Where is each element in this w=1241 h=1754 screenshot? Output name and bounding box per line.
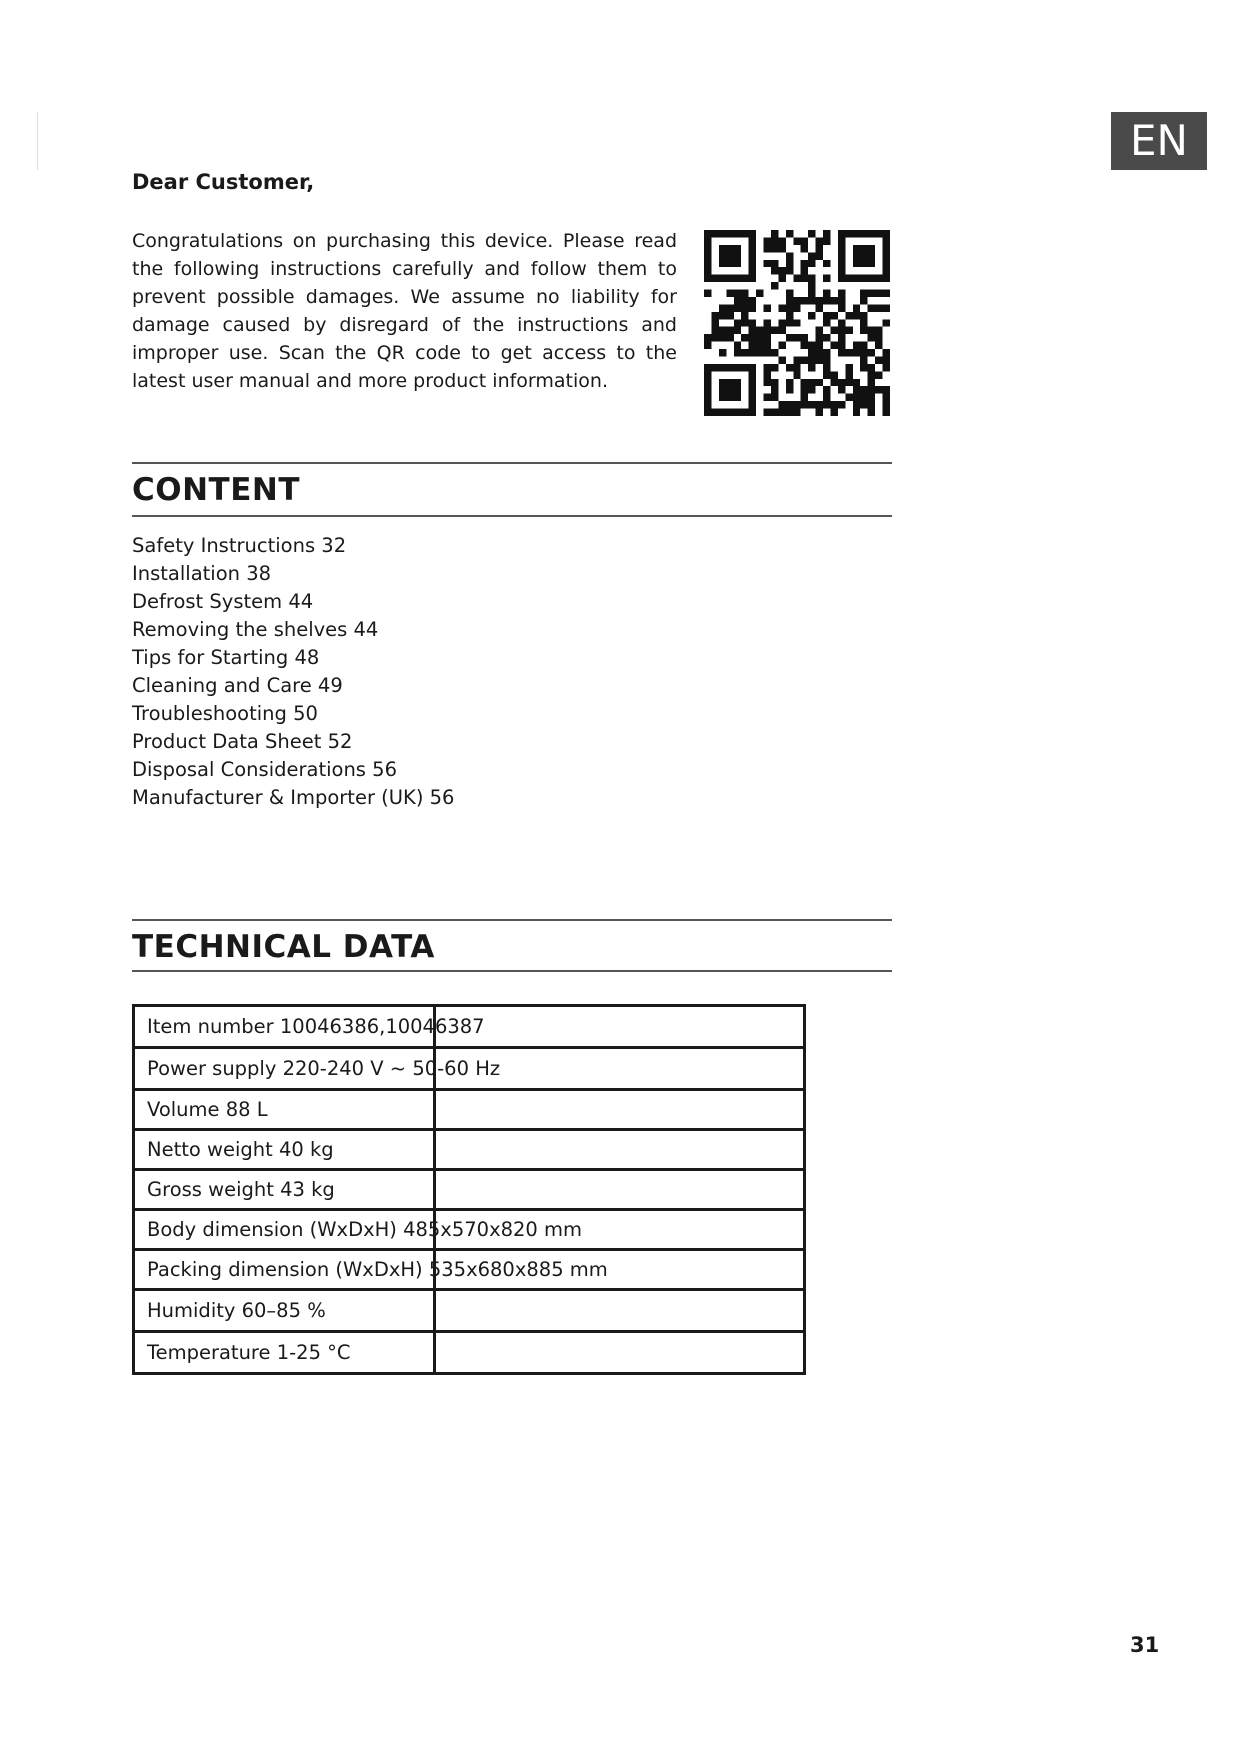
content-bottom-rule xyxy=(132,515,892,517)
table-row xyxy=(134,1170,805,1210)
technical-data-top-rule xyxy=(132,919,892,921)
table-cell: Volume 88 L xyxy=(134,1090,435,1130)
table-cell-empty xyxy=(435,1090,805,1130)
page-number: 31 xyxy=(1130,1633,1160,1657)
table-row xyxy=(134,1250,805,1290)
table-cell: Item number 10046386,10046387 xyxy=(134,1006,435,1048)
margin-line xyxy=(37,112,38,170)
toc-item: Product Data Sheet 52 xyxy=(132,730,353,753)
table-row xyxy=(134,1332,805,1374)
toc-item: Tips for Starting 48 xyxy=(132,646,320,669)
technical-data-table xyxy=(132,1004,806,1375)
greeting: Dear Customer, xyxy=(132,170,315,194)
table-of-contents xyxy=(132,532,454,812)
table-cell: Humidity 60–85 % xyxy=(134,1290,435,1332)
table-cell: Body dimension (WxDxH) 485x570x820 mm xyxy=(134,1210,435,1250)
language-badge: EN xyxy=(1111,112,1207,170)
table-cell: Netto weight 40 kg xyxy=(134,1130,435,1170)
table-cell-empty xyxy=(435,1332,805,1374)
toc-item: Cleaning and Care 49 xyxy=(132,674,343,697)
content-top-rule xyxy=(132,462,892,464)
table-cell-empty xyxy=(435,1290,805,1332)
intro-paragraph: Congratulations on purchasing this device. Please read the following instructions carefully and follow them to prevent possible damages. We assume no liability for damage caused by disregard of the instructions and improper use. Scan the QR code to get access to the latest user manual and more product information. xyxy=(132,230,677,392)
table-row xyxy=(134,1290,805,1332)
table-row xyxy=(134,1006,805,1048)
qr-modules xyxy=(704,230,890,416)
toc-item: Defrost System 44 xyxy=(132,590,314,613)
table-row xyxy=(134,1130,805,1170)
table-row xyxy=(134,1210,805,1250)
toc-item: Removing the shelves 44 xyxy=(132,618,379,641)
table-cell-empty xyxy=(435,1170,805,1210)
table-cell: Packing dimension (WxDxH) 535x680x885 mm xyxy=(134,1250,435,1290)
toc-item: Manufacturer & Importer (UK) 56 xyxy=(132,786,455,809)
technical-data-title: TECHNICAL DATA xyxy=(132,929,435,965)
qr-code xyxy=(704,230,890,416)
toc-item: Troubleshooting 50 xyxy=(132,702,318,725)
table-cell: Temperature 1-25 °C xyxy=(134,1332,435,1374)
table-cell-empty xyxy=(435,1130,805,1170)
toc-item: Installation 38 xyxy=(132,562,272,585)
toc-item: Disposal Considerations 56 xyxy=(132,758,397,781)
table-row xyxy=(134,1048,805,1090)
table-row xyxy=(134,1090,805,1130)
table-cell-empty xyxy=(435,1006,805,1048)
toc-item: Safety Instructions 32 xyxy=(132,534,347,557)
table-cell: Power supply 220-240 V ~ 50-60 Hz xyxy=(134,1048,435,1090)
technical-data-bottom-rule xyxy=(132,970,892,972)
table-cell: Gross weight 43 kg xyxy=(134,1170,435,1210)
content-title: CONTENT xyxy=(132,472,300,508)
